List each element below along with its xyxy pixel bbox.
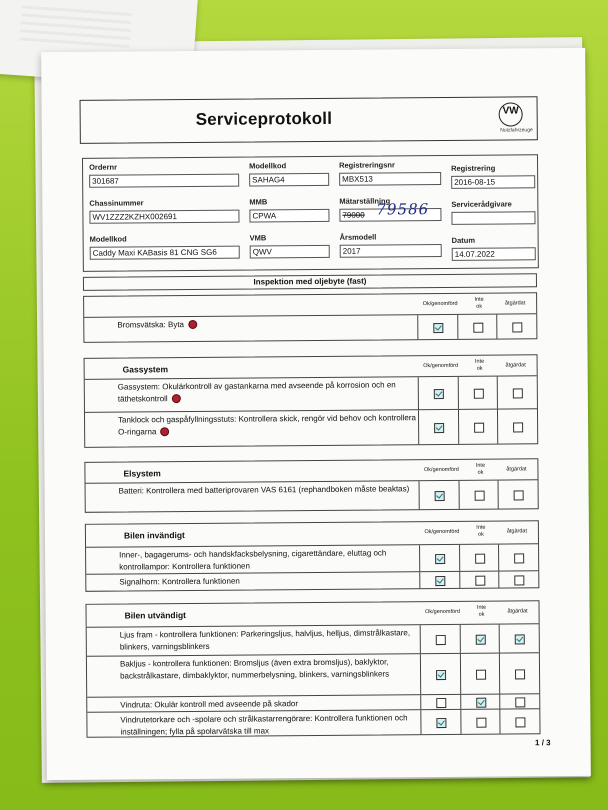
vw-logo-icon	[499, 102, 523, 126]
mmb-value: CPWA	[249, 209, 329, 223]
checkbox-ok[interactable]	[435, 554, 445, 564]
checklist-section	[85, 520, 540, 592]
checkbox-inte[interactable]	[475, 554, 485, 564]
checkbox-ok[interactable]	[434, 423, 444, 433]
checklist-row	[85, 409, 537, 447]
column-header-ok: Ok/genomförd	[423, 362, 459, 370]
servicerad-label: Servicerådgivare	[451, 199, 512, 209]
row-text: Bakljus - kontrollera funktionen: Bromsljus (även extra bromsljus), baklyktor, backstrålkastare, dimbaklyktor, nummerbelysning, blinkers, varningsblinkers	[119, 657, 390, 681]
checkbox-cell-inte	[460, 695, 499, 709]
row-text: Ljus fram - kontrollera funktionen: Parkeringsljus, halvljus, helljus, dimstrålkastare, blinkers, varningsblinkers	[119, 628, 411, 652]
checkbox-inte[interactable]	[474, 423, 484, 433]
checkbox-cell-atgardat	[497, 376, 536, 408]
column-header-inte: Inte ok	[474, 296, 484, 310]
checkbox-cell-inte	[460, 654, 499, 694]
checklist-row	[87, 653, 539, 698]
column-header-ok: Ok/genomförd	[424, 528, 460, 536]
checkbox-ok[interactable]	[434, 389, 444, 399]
section-name: Gassystem	[122, 364, 169, 375]
checkbox-atgardat[interactable]	[514, 490, 524, 500]
column-header-atgardat: åtgärdat	[505, 362, 526, 369]
checkbox-atgardat[interactable]	[514, 575, 524, 585]
row-text-container	[120, 712, 420, 738]
checkbox-inte[interactable]	[476, 718, 486, 728]
row-checkboxes	[419, 544, 538, 571]
row-text: Gassystem: Okulärkontroll av gastankarna med avseende på korrosion och en täthetskontroll	[117, 380, 396, 404]
checkbox-cell-ok	[420, 572, 458, 588]
row-text: Bromsvätska: Byta	[117, 320, 185, 330]
row-checkboxes	[418, 409, 537, 444]
column-header-ok: Ok/genomförd	[425, 608, 461, 616]
datum-label: Datum	[451, 235, 476, 245]
row-checkboxes	[419, 571, 538, 588]
checklist-section	[83, 292, 537, 343]
checkbox-cell-atgardat	[498, 480, 537, 508]
arsmodell-label: Årsmodell	[339, 232, 377, 242]
row-text-container	[118, 379, 418, 405]
page-number: 1 / 3	[534, 738, 551, 748]
row-text-container	[119, 574, 419, 588]
checkbox-cell-inte	[460, 625, 499, 653]
checkbox-cell-ok	[418, 315, 456, 339]
matar-printed: 79000	[342, 210, 365, 220]
registrering-label: Registrering	[451, 163, 496, 173]
checkbox-cell-atgardat	[499, 694, 538, 708]
section-name: Bilen invändigt	[123, 530, 185, 541]
checkbox-cell-atgardat	[499, 709, 538, 733]
column-header-atgardat: åtgärdat	[506, 528, 528, 535]
row-text: Vindruta: Okulär kontroll med avseende på skador	[120, 699, 299, 710]
checklist-row	[87, 624, 539, 657]
section-name: Elsystem	[123, 468, 161, 479]
column-header-inte: Inte ok	[476, 604, 487, 618]
row-checkboxes	[418, 376, 537, 409]
checkbox-cell-inte	[459, 572, 498, 588]
checkbox-atgardat[interactable]	[515, 717, 525, 727]
checklist-row	[85, 376, 537, 413]
checkbox-cell-ok	[421, 695, 459, 709]
modellkod-label: Modellkod	[249, 161, 287, 171]
modellkod-value: SAHAG4	[249, 173, 329, 187]
checkbox-cell-inte	[458, 410, 497, 444]
row-text: Tanklock och gaspåfyllningsstuts: Kontrollera skick, rengör vid behov och kontrollera O-ringarna	[118, 413, 417, 437]
checkbox-inte[interactable]	[474, 389, 484, 399]
column-header-atgardat: åtgärdat	[505, 300, 526, 307]
column-header-atgardat: åtgärdat	[507, 608, 528, 615]
row-text-container	[120, 656, 420, 682]
ordernr-label: Ordernr	[89, 162, 118, 172]
vmb-label: VMB	[249, 233, 267, 243]
checkbox-cell-inte	[459, 481, 498, 509]
row-text-container	[118, 412, 418, 438]
row-checkboxes	[420, 624, 539, 653]
inspection-title: Inspektion med oljebyte (fast)	[83, 273, 537, 291]
checklist-row	[84, 314, 536, 342]
checklist-section	[84, 458, 538, 513]
checkbox-ok[interactable]	[433, 323, 443, 333]
section-name: Bilen utvändigt	[124, 610, 187, 621]
row-text-container	[119, 483, 419, 497]
checkbox-inte[interactable]	[475, 491, 485, 501]
column-header-inte: Inte ok	[476, 524, 486, 538]
checkbox-atgardat[interactable]	[515, 697, 525, 707]
matar-label: Mätarställning	[339, 196, 391, 206]
checkbox-cell-ok	[419, 377, 457, 409]
mmb-label: MMB	[249, 197, 268, 207]
column-header-ok: Ok/genomförd	[422, 300, 458, 308]
row-text: Signalhorn: Kontrollera funktionen	[119, 576, 240, 587]
checkbox-cell-atgardat	[496, 314, 535, 338]
row-text: Batteri: Kontrollera med batteriprovaren VAS 6161 (rephandboken måste beaktas)	[118, 484, 410, 496]
checkbox-ok[interactable]	[435, 491, 445, 501]
red-sticker-icon	[188, 320, 197, 329]
red-sticker-icon	[160, 428, 169, 437]
checkbox-inte[interactable]	[476, 670, 486, 680]
checkbox-atgardat[interactable]	[513, 422, 523, 432]
checkbox-cell-atgardat	[497, 409, 536, 443]
servicerad-value	[451, 211, 535, 225]
header-box	[80, 96, 538, 144]
regnr-value: MBX513	[339, 172, 441, 186]
checkbox-cell-atgardat	[499, 653, 538, 693]
checkbox-cell-ok	[419, 410, 457, 444]
row-checkboxes	[419, 480, 538, 509]
row-text-container	[119, 547, 419, 573]
checkbox-inte[interactable]	[476, 698, 486, 708]
service-protocol-page	[41, 48, 591, 780]
checklist-section	[84, 354, 539, 448]
chassi-label: Chassinummer	[89, 198, 144, 208]
red-sticker-icon	[172, 394, 181, 403]
row-text: Vindrutetorkare och -spolare och strålkastarrengörare: Kontrollera funktionen och inställningen; fylla på spolarvätska till max	[120, 713, 408, 737]
checkbox-cell-ok	[421, 625, 459, 653]
checkbox-atgardat[interactable]	[515, 634, 525, 644]
column-header-inte: Inte ok	[475, 462, 486, 476]
checklist-section	[85, 600, 540, 738]
checkbox-cell-inte	[460, 710, 499, 734]
regnr-label: Registreringsnr	[339, 160, 395, 170]
matar-handwritten: 79586	[376, 200, 430, 219]
checkbox-ok[interactable]	[436, 670, 446, 680]
row-text: Inner-, bagagerums- och handskfacksbelysning, cigarettändare, eluttag och kontrollampor: Kontrollera funktionen	[119, 548, 387, 572]
row-checkboxes	[420, 694, 539, 709]
vehicle-info-box	[82, 154, 539, 272]
ordernr-value: 301687	[89, 174, 239, 188]
checkbox-ok[interactable]	[436, 698, 446, 708]
checkbox-cell-ok	[420, 545, 458, 571]
modellkod2-value: Caddy Maxi KABasis 81 CNG SG6	[90, 246, 240, 260]
checkbox-ok[interactable]	[436, 718, 446, 728]
checkbox-cell-ok	[421, 710, 459, 734]
checkbox-cell-inte	[459, 545, 498, 571]
checkbox-cell-ok	[420, 481, 458, 509]
column-header-ok: Ok/genomförd	[423, 466, 459, 474]
checkbox-cell-atgardat	[498, 544, 537, 570]
checkbox-atgardat[interactable]	[512, 322, 522, 332]
checkbox-atgardat[interactable]	[515, 669, 525, 679]
checklist-row	[86, 571, 538, 591]
checkbox-ok[interactable]	[435, 576, 445, 586]
checkbox-cell-inte	[457, 315, 496, 339]
checkbox-atgardat[interactable]	[514, 553, 524, 563]
datum-value: 14.07.2022	[452, 247, 536, 261]
page-title: Serviceprotokoll	[195, 108, 333, 129]
checklist-row	[86, 544, 538, 575]
modellkod2-label: Modellkod	[89, 234, 127, 244]
checkbox-inte[interactable]	[473, 323, 483, 333]
checkbox-cell-atgardat	[499, 624, 538, 652]
registrering-value: 2016-08-15	[451, 175, 535, 189]
checkbox-inte[interactable]	[476, 635, 486, 645]
column-header-inte: Inte ok	[474, 358, 485, 372]
column-header-atgardat: åtgärdat	[506, 466, 527, 473]
row-checkboxes	[417, 314, 536, 339]
checkbox-atgardat[interactable]	[513, 388, 523, 398]
checklist-row	[87, 709, 539, 737]
checkbox-cell-inte	[458, 377, 497, 409]
chassi-value: WV1ZZZ2KZHX002691	[89, 210, 239, 224]
checkbox-cell-ok	[421, 654, 459, 694]
checklist-row	[86, 480, 538, 512]
checkbox-cell-atgardat	[498, 571, 537, 587]
row-checkboxes	[420, 709, 539, 734]
row-text-container	[120, 627, 420, 653]
checkbox-ok[interactable]	[436, 635, 446, 645]
row-text-container	[120, 697, 420, 711]
row-checkboxes	[420, 653, 539, 694]
arsmodell-value: 2017	[340, 244, 442, 258]
vmb-value: QWV	[250, 245, 330, 259]
brand-label: Nutzfahrzeuge	[500, 127, 533, 134]
checkbox-inte[interactable]	[475, 576, 485, 586]
row-text-container	[117, 317, 417, 331]
logo-text: VW	[502, 105, 519, 117]
